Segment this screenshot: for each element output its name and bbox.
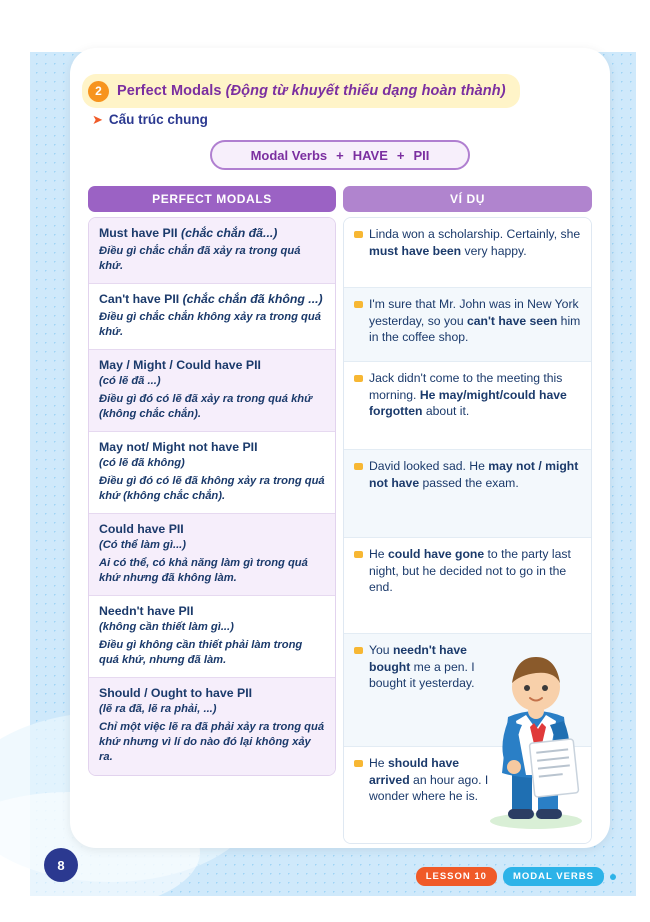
page-number: 8 — [44, 848, 78, 882]
table-row — [344, 450, 591, 538]
table-row — [89, 596, 335, 678]
table-header-right: VÍ DỤ — [343, 186, 592, 212]
table-row — [344, 288, 591, 362]
section-header — [82, 74, 520, 108]
formula-part-3: PII — [413, 147, 430, 163]
subsection-header — [92, 112, 208, 127]
rule-vietnamese: Điều gì đó có lẽ đã xảy ra trong quá khứ (không chắc chắn). — [99, 393, 313, 421]
table-row — [89, 678, 335, 774]
example-item — [354, 226, 581, 259]
rule-vietnamese: Ai có thể, có khả năng làm gì trong quá khứ nhưng đã không làm. — [99, 557, 308, 585]
example-text: Jack didn't come to the meeting this morning. He may/might/could have forgotten about it. — [369, 371, 567, 419]
rule-title: Should / Ought to have PII — [99, 686, 253, 701]
section-title-vi: (Động từ khuyết thiếu dạng hoàn thành) — [225, 83, 506, 99]
section-number-badge: 2 — [88, 81, 109, 102]
rules-rows — [88, 217, 336, 776]
table-row — [344, 538, 591, 634]
table-header-left: PERFECT MODALS — [88, 186, 336, 212]
rule-title — [99, 292, 325, 307]
example-item — [354, 296, 581, 346]
table-row — [344, 634, 591, 747]
table-column-rules — [88, 186, 336, 844]
section-title — [117, 83, 506, 99]
formula-plus-2: + — [396, 147, 405, 163]
background-top-band — [0, 0, 650, 52]
rule-title-text: Must have PII — [99, 226, 182, 240]
formula-part-1: Modal Verbs — [250, 147, 328, 163]
footer-dot-icon — [610, 874, 616, 880]
bullet-icon — [354, 231, 363, 238]
rule-title-paren: (có lẽ đã không) — [99, 457, 185, 470]
examples-rows — [343, 217, 592, 844]
table-row — [89, 284, 335, 350]
rule-title-paren: (không cần thiết làm gì...) — [99, 621, 234, 634]
example-item — [354, 370, 581, 420]
rule-vietnamese: Điều gì đó có lẽ đã không xảy ra trong quá khứ (không chắc chắn). — [99, 475, 325, 503]
table-column-examples — [343, 186, 592, 844]
rule-title-paren: (có lẽ đã ...) — [99, 375, 161, 388]
section-title-en: Perfect Modals — [117, 83, 226, 99]
subsection-title: Cấu trúc chung — [108, 112, 208, 127]
bullet-icon — [354, 301, 363, 308]
example-item — [354, 642, 581, 692]
bullet-icon — [354, 647, 363, 654]
example-text: Linda won a scholarship. Certainly, she must have been very happy. — [369, 227, 581, 258]
lesson-tag: LESSON 10 — [416, 867, 497, 886]
table-row — [89, 218, 335, 284]
example-text: You needn't have bought me a pen. I bought it yesterday. — [369, 643, 475, 691]
example-item — [354, 546, 581, 596]
rule-title-paren: (chắc chắn đã...) — [181, 226, 278, 240]
footer-tags — [416, 867, 616, 886]
rule-title — [99, 226, 325, 241]
rule-title-paren: (chắc chắn đã không ...) — [182, 292, 323, 307]
formula-part-2: HAVE — [352, 147, 388, 163]
table-row — [344, 362, 591, 450]
page-card — [70, 48, 610, 848]
rule-title: May / Might / Could have PII — [99, 358, 261, 373]
background-right-margin — [636, 0, 650, 922]
rule-title: Needn't have PII — [99, 604, 194, 619]
example-item — [354, 755, 581, 805]
table-row — [89, 432, 335, 514]
example-text: David looked sad. He may not / might not have passed the exam. — [369, 459, 579, 490]
rule-vietnamese: Chỉ một việc lẽ ra đã phải xảy ra trong quá khứ nhưng vì lí do nào đó lại không xảy ra. — [99, 721, 325, 764]
table-row — [344, 218, 591, 288]
example-text: He could have gone to the party last night, but he decided not to go in the end. — [369, 547, 571, 595]
table-row — [89, 350, 335, 432]
rule-title-paren: (Có thể làm gì...) — [99, 539, 187, 552]
rule-vietnamese: Điều gì chắc chắn đã xảy ra trong quá khứ. — [99, 245, 301, 273]
formula-pill — [210, 140, 470, 170]
bullet-icon — [354, 760, 363, 767]
table-row — [344, 747, 591, 843]
example-item — [354, 458, 581, 491]
topic-tag: MODAL VERBS — [503, 867, 604, 886]
perfect-modals-table — [88, 186, 592, 844]
rule-title-paren: (lẽ ra đã, lẽ ra phải, ...) — [99, 703, 217, 716]
table-row — [89, 514, 335, 596]
bullet-icon — [354, 463, 363, 470]
rule-title-text: Can't have PII — [99, 292, 183, 307]
rule-vietnamese: Điều gì không cần thiết phải làm trong quá khứ, nhưng đã làm. — [99, 639, 303, 667]
formula-plus-1: + — [336, 147, 344, 163]
rule-vietnamese: Điều gì chắc chắn không xảy ra trong quá khứ. — [99, 311, 321, 339]
example-text: He should have arrived an hour ago. I wonder where he is. — [369, 756, 489, 804]
rule-title: May not/ Might not have PII — [99, 440, 258, 455]
rule-title: Could have PII — [99, 522, 184, 537]
arrow-right-icon: ➤ — [92, 112, 103, 127]
bullet-icon — [354, 551, 363, 558]
example-text: I'm sure that Mr. John was in New York yesterday, so you can't have seen him in the coffee shop. — [369, 297, 581, 345]
bullet-icon — [354, 375, 363, 382]
